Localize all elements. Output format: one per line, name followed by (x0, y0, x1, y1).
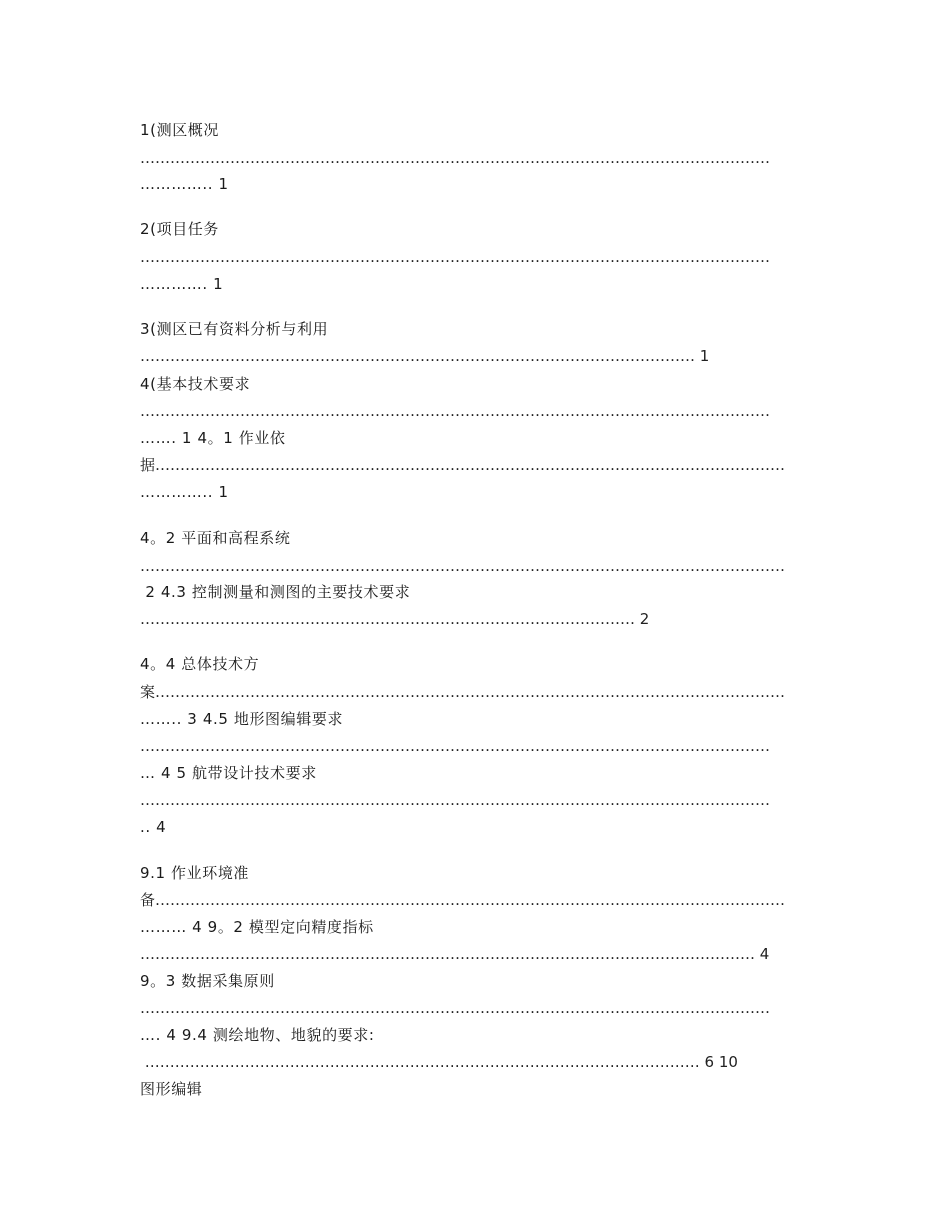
toc-entry-4-3-page: ……………………………………………………………………………………… 2 (140, 610, 650, 628)
toc-entry-10-title: 图形编辑 (140, 1080, 203, 1098)
toc-entry-4-4-title-cont: 案……………………………………………………………………………………………………………… (140, 683, 786, 701)
toc-entry-5-page: .. 4 (140, 818, 167, 836)
toc-entry-9-2-title: ……… 4 9。2 模型定向精度指标 (140, 918, 374, 936)
toc-entry-4-2-title: 4。2 平面和高程系统 (140, 529, 291, 547)
toc-entry-4-1-title: ……. 1 4。1 作业依 (140, 429, 286, 447)
toc-entry-9-4-title: …. 4 9.4 测绘地物、地貌的要求: (140, 1026, 375, 1044)
toc-entry-3-title: 3(测区已有资料分析与利用 (140, 320, 329, 338)
toc-entry-9-2-page: …………………………………………………………………………………………………………… 4 (140, 945, 770, 963)
toc-leader-dots: ……………………………………………………………………………………………………………… (140, 402, 770, 420)
toc-entry-4-3-title: 2 4.3 控制测量和测图的主要技术要求 (140, 583, 411, 601)
toc-entry-9-4-page: ………………………………………………………………………………………………… 6 10 (140, 1053, 738, 1071)
toc-leader-dots: ………………………………………………………………………………………………………………… (140, 557, 785, 575)
toc-entry-9-3-title: 9。3 数据采集原则 (140, 972, 275, 990)
toc-entry-3-page: ………………………………………………………………………………………………… 1 (140, 347, 710, 365)
toc-leader-dots: ……………………………………………………………………………………………………………… (140, 999, 770, 1017)
toc-entry-4-1-title-cont: 据……………………………………………………………………………………………………………… (140, 456, 786, 474)
toc-entry-2-page: …………. 1 (140, 275, 224, 293)
toc-entry-4-5-title: …….. 3 4.5 地形图编辑要求 (140, 710, 344, 728)
toc-entry-1-page: ………….. 1 (140, 175, 229, 193)
toc-entry-4-1-page: ………….. 1 (140, 483, 229, 501)
toc-entry-1-title: 1(测区概况 (140, 121, 219, 139)
toc-entry-2-title: 2(项目任务 (140, 220, 219, 238)
toc-entry-4-4-title: 4。4 总体技术方 (140, 655, 260, 673)
toc-leader-dots: ……………………………………………………………………………………………………………… (140, 248, 770, 266)
toc-entry-4-title: 4(基本技术要求 (140, 375, 251, 393)
toc-leader-dots: ……………………………………………………………………………………………………………… (140, 737, 770, 755)
toc-entry-5-title: … 4 5 航带设计技术要求 (140, 764, 317, 782)
toc-leader-dots: ……………………………………………………………………………………………………………… (140, 791, 770, 809)
toc-entry-9-1-title-cont: 备……………………………………………………………………………………………………………… (140, 891, 786, 909)
toc-entry-9-1-title: 9.1 作业环境准 (140, 864, 250, 882)
toc-leader-dots: ……………………………………………………………………………………………………………… (140, 149, 770, 167)
